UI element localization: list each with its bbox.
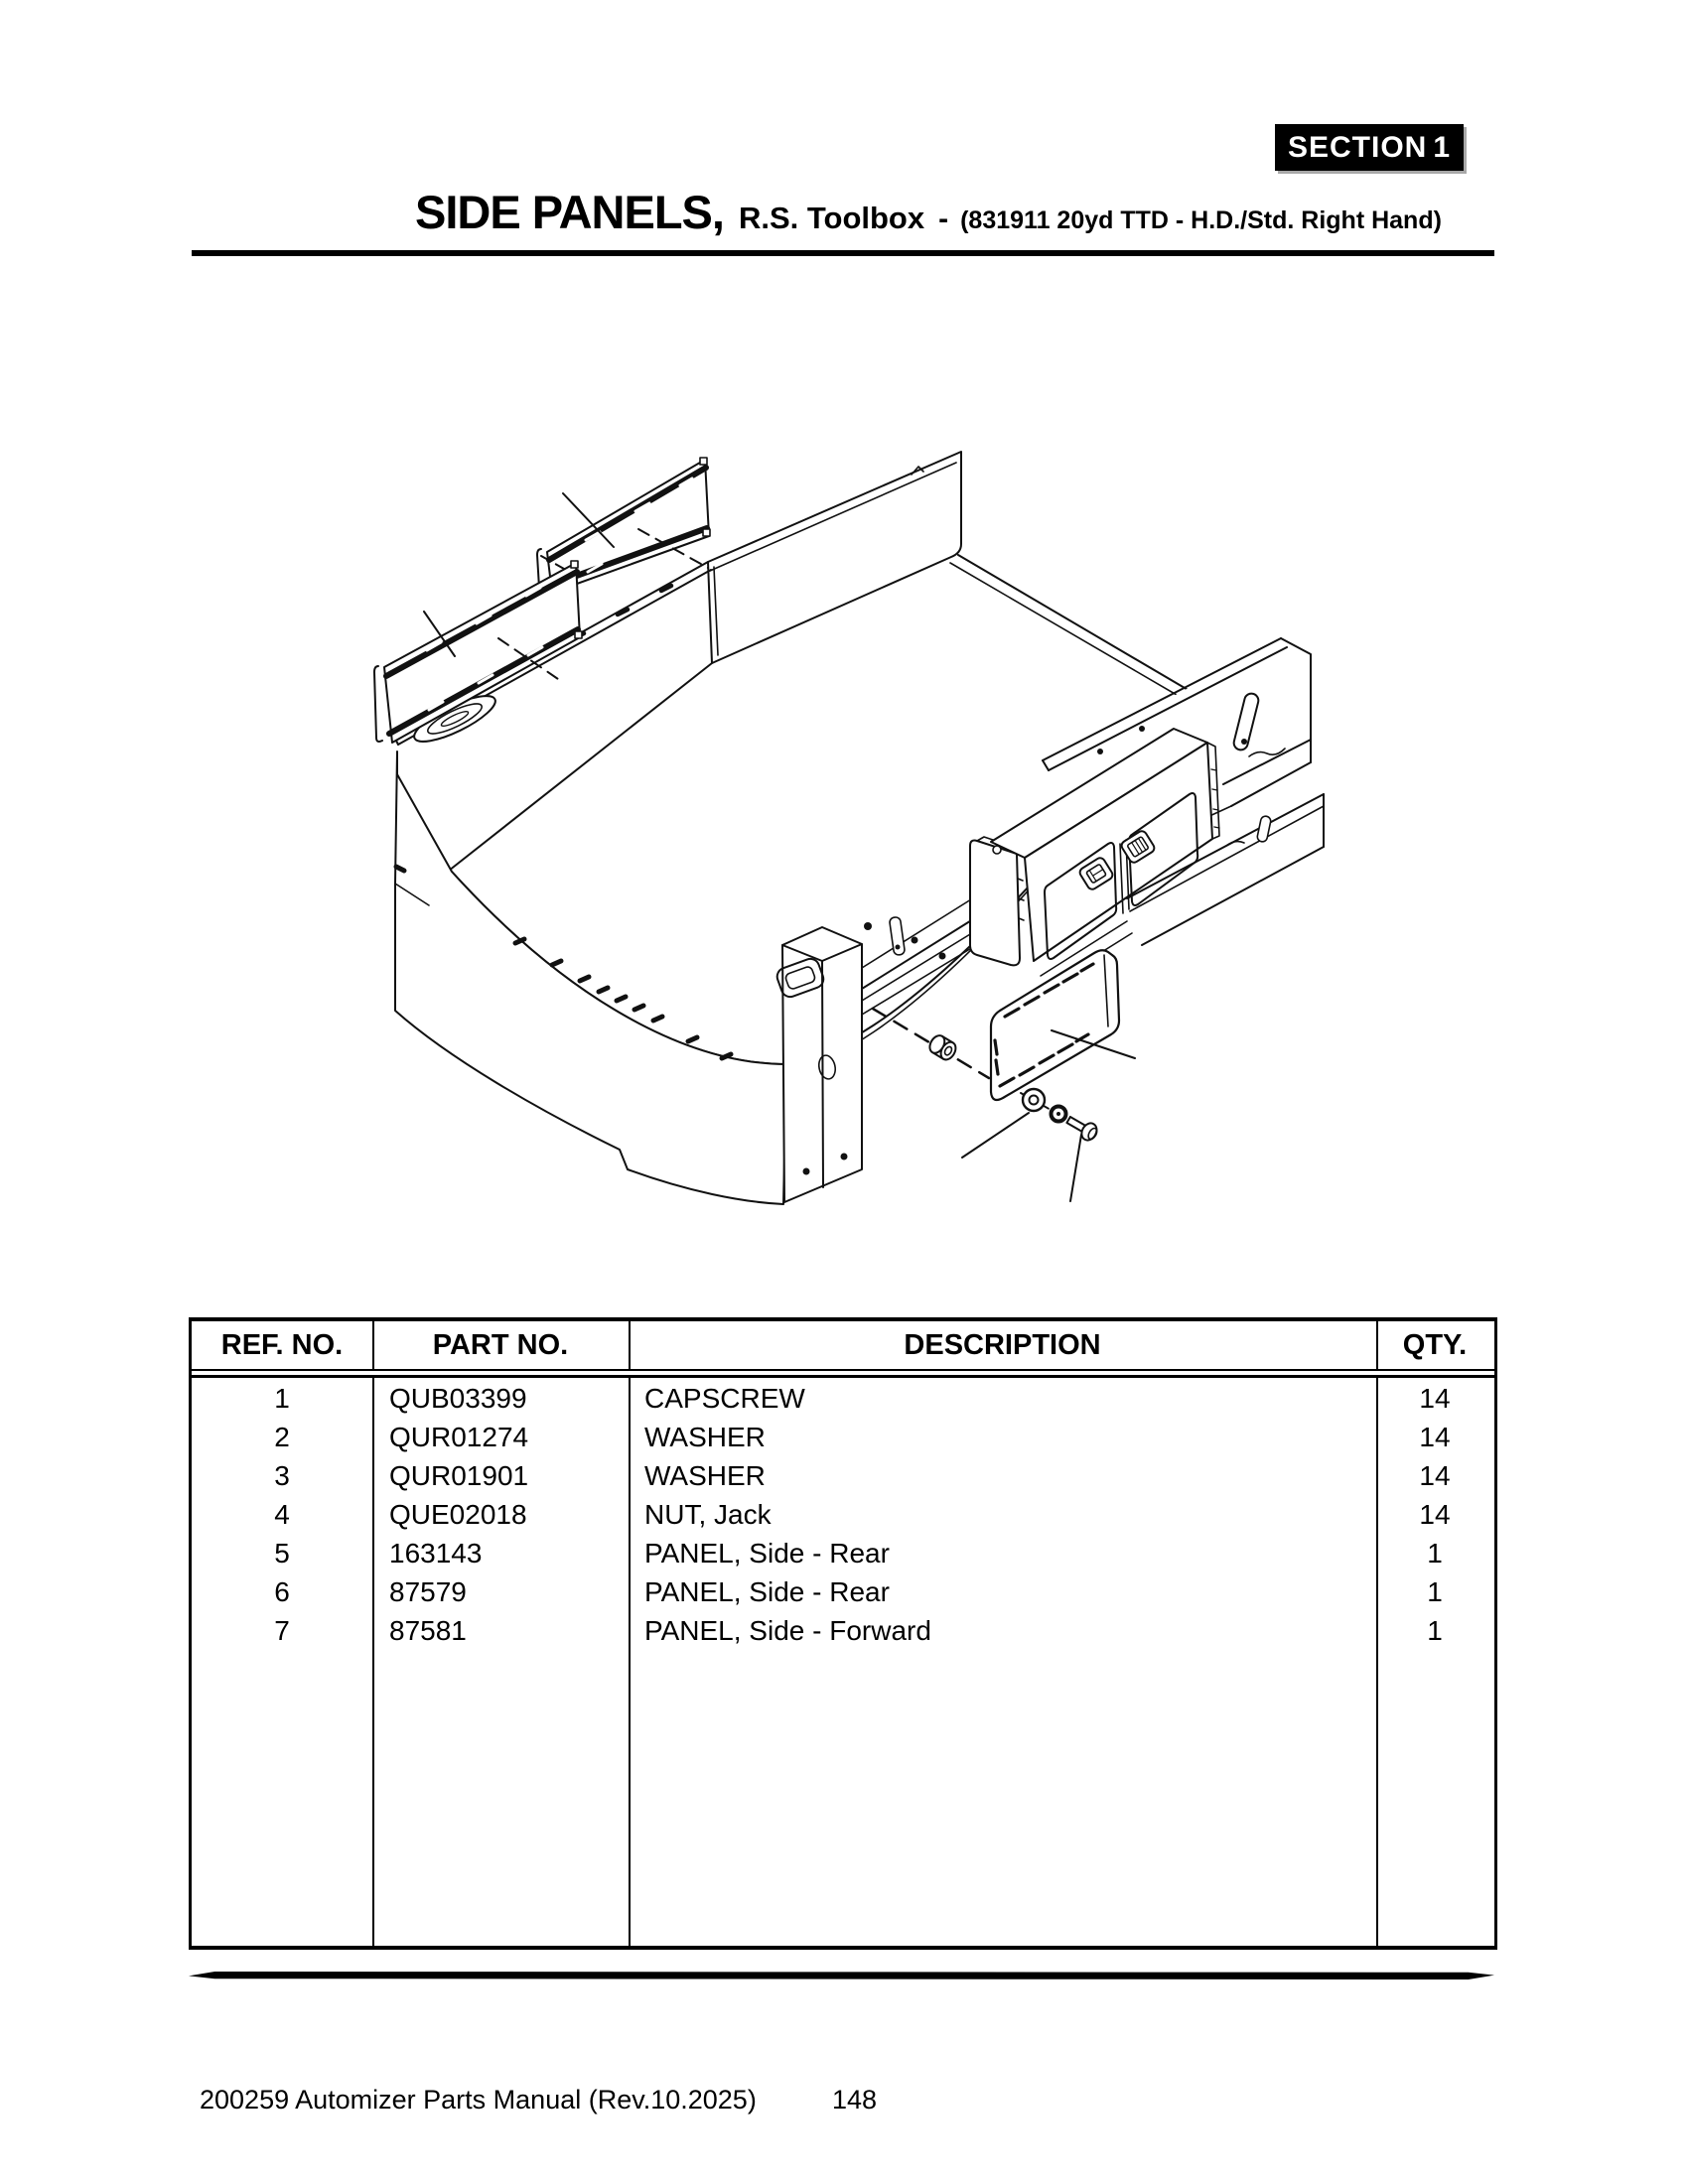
col-header-desc: DESCRIPTION	[904, 1328, 1101, 1361]
table-row	[192, 1418, 1494, 1456]
corner-pillar	[774, 927, 862, 1202]
cell-description: CAPSCREW	[644, 1382, 805, 1414]
bottom-rule	[189, 1972, 1494, 1979]
cell-ref-no: 2	[274, 1421, 290, 1452]
table-row	[192, 1456, 1494, 1495]
cell-qty: 14	[1419, 1498, 1451, 1530]
cell-qty: 1	[1427, 1537, 1443, 1569]
cell-part-no: QUR01274	[389, 1421, 529, 1452]
table-row	[192, 1572, 1494, 1611]
cell-description: NUT, Jack	[644, 1498, 772, 1530]
cell-ref-no: 5	[274, 1537, 290, 1569]
cell-qty: 14	[1419, 1459, 1451, 1491]
table-row	[192, 1611, 1494, 1650]
capscrew	[1064, 1112, 1100, 1143]
table-row	[192, 1495, 1494, 1534]
cell-qty: 1	[1427, 1575, 1443, 1607]
cell-ref-no: 4	[274, 1498, 290, 1530]
cell-ref-no: 1	[274, 1382, 290, 1414]
cell-part-no: QUE02018	[389, 1498, 527, 1530]
title-sub: R.S. Toolbox	[738, 201, 925, 235]
cell-qty: 14	[1419, 1382, 1451, 1414]
exploded-parts-diagram	[0, 298, 1688, 1291]
cell-description: WASHER	[644, 1421, 766, 1452]
cell-qty: 1	[1427, 1614, 1443, 1646]
washer-flat	[1023, 1089, 1045, 1111]
cell-part-no: 87581	[389, 1614, 467, 1646]
title-detail: (831911 20yd TTD - H.D./Std. Right Hand)	[960, 206, 1442, 234]
cell-ref-no: 3	[274, 1459, 290, 1491]
cell-description: PANEL, Side - Forward	[644, 1614, 931, 1646]
section-badge-label: SECTION	[1288, 130, 1428, 164]
figure-container	[0, 298, 1688, 1291]
cell-part-no: 87579	[389, 1575, 467, 1607]
cell-description: WASHER	[644, 1459, 766, 1491]
table-header-row	[192, 1321, 1494, 1369]
section-badge	[1275, 124, 1464, 171]
leader-capscrew	[1070, 1135, 1081, 1201]
header-rule	[192, 1369, 1494, 1378]
page-number: 148	[832, 2085, 878, 2115]
title-rule	[192, 250, 1494, 256]
cell-part-no: QUR01901	[389, 1459, 529, 1491]
col-header-qty: QTY.	[1402, 1328, 1468, 1361]
cell-part-no: QUB03399	[389, 1382, 527, 1414]
cell-description: PANEL, Side - Rear	[644, 1537, 890, 1569]
parts-table	[189, 1317, 1497, 1950]
table-body	[192, 1379, 1494, 1650]
title-main: SIDE PANELS,	[415, 186, 724, 238]
table-row	[192, 1379, 1494, 1418]
table-row	[192, 1534, 1494, 1572]
cell-ref-no: 6	[274, 1575, 290, 1607]
page-title	[415, 185, 1442, 239]
side-panel-rear-small	[991, 950, 1119, 1100]
footer-text: 200259 Automizer Parts Manual (Rev.10.2025)	[200, 2085, 757, 2115]
col-header-part: PART NO.	[432, 1328, 569, 1361]
leader-washer	[962, 1113, 1029, 1158]
cell-ref-no: 7	[274, 1614, 290, 1646]
cell-part-no: 163143	[389, 1537, 483, 1569]
section-badge-number: 1	[1433, 130, 1451, 164]
title-dash: -	[938, 203, 949, 235]
col-header-ref: REF. NO.	[220, 1328, 344, 1361]
cell-qty: 14	[1419, 1421, 1451, 1452]
jack-nut	[926, 1032, 958, 1062]
cell-description: PANEL, Side - Rear	[644, 1575, 890, 1607]
